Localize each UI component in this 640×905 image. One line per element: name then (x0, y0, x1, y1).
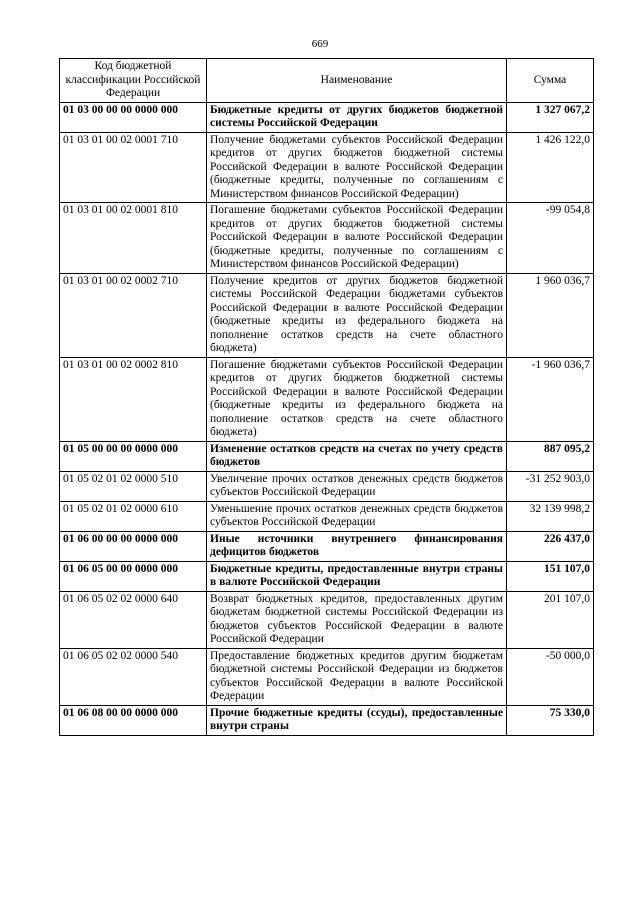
table-row (60, 132, 594, 203)
row-name: Иные источники внутреннего финансирования дефицитов бюджетов (207, 531, 507, 561)
row-name: Изменение остатков средств на счетах по учету средств бюджетов (207, 441, 507, 471)
row-name: Возврат бюджетных кредитов, предоставленных другим бюджетам бюджетной системы Российской Федерации из бюджетов субъектов Российской Федерации в валюте Российской Федерации (207, 591, 507, 648)
row-name: Получение кредитов от других бюджетов бюджетной системы Российской Федерации бюджетами субъектов Российской Федерации в валюте Российской Федерации (бюджетные кредиты из федерального бюджета на пополнение остатков средств на счете областного бюджета) (207, 273, 507, 357)
row-name: Увеличение прочих остатков денежных средств бюджетов субъектов Российской Федерации (207, 471, 507, 501)
table-row (60, 273, 594, 357)
row-name: Предоставление бюджетных кредитов другим бюджетам бюджетной системы Российской Федерации из бюджетов субъектов Российской Федерации в валюте Российской Федерации (207, 648, 507, 705)
row-name: Погашение бюджетами субъектов Российской Федерации кредитов от других бюджетов бюджетной системы Российской Федерации в валюте Российской Федерации (бюджетные кредиты, полученные по соглашениям с Министерством финансов Российской Федерации) (207, 203, 507, 274)
row-name: Погашение бюджетами субъектов Российской Федерации кредитов от других бюджетов бюджетной системы Российской Федерации в валюте Российской Федерации (бюджетные кредиты из федерального бюджета на пополнение остатков средств на счете областного бюджета) (207, 357, 507, 441)
row-code: 01 03 01 00 02 0001 710 (60, 132, 207, 203)
row-name: Прочие бюджетные кредиты (ссуды), предоставленные внутри страны (207, 705, 507, 735)
row-sum: -99 054,8 (507, 203, 594, 274)
row-name: Бюджетные кредиты от других бюджетов бюджетной системы Российской Федерации (207, 102, 507, 132)
table-row (60, 501, 594, 531)
row-name: Уменьшение прочих остатков денежных средств бюджетов субъектов Российской Федерации (207, 501, 507, 531)
row-code: 01 06 05 00 00 0000 000 (60, 561, 207, 591)
row-code: 01 05 02 01 02 0000 510 (60, 471, 207, 501)
row-sum: 226 437,0 (507, 531, 594, 561)
row-code: 01 05 00 00 00 0000 000 (60, 441, 207, 471)
row-sum: 1 426 122,0 (507, 132, 594, 203)
header-sum: Сумма (507, 59, 594, 103)
table-row (60, 561, 594, 591)
budget-sources-table (59, 58, 594, 736)
row-sum: 1 327 067,2 (507, 102, 594, 132)
row-sum: -1 960 036,7 (507, 357, 594, 441)
row-name: Получение бюджетами субъектов Российской Федерации кредитов от других бюджетов бюджетной системы Российской Федерации в валюте Российской Федерации (бюджетные кредиты, полученные по соглашениям с Министерством финансов Российской Федерации) (207, 132, 507, 203)
row-sum: 887 095,2 (507, 441, 594, 471)
header-name: Наименование (207, 59, 507, 103)
row-code: 01 06 00 00 00 0000 000 (60, 531, 207, 561)
row-sum: 32 139 998,2 (507, 501, 594, 531)
row-sum: 75 330,0 (507, 705, 594, 735)
page-number: 669 (311, 38, 329, 50)
row-code: 01 03 01 00 02 0002 810 (60, 357, 207, 441)
table-row (60, 648, 594, 705)
table-row (60, 471, 594, 501)
row-code: 01 03 01 00 02 0001 810 (60, 203, 207, 274)
row-code: 01 03 01 00 02 0002 710 (60, 273, 207, 357)
row-sum: -50 000,0 (507, 648, 594, 705)
row-code: 01 06 05 02 02 0000 640 (60, 591, 207, 648)
row-code: 01 06 05 02 02 0000 540 (60, 648, 207, 705)
table-header-row (60, 59, 594, 103)
table-row (60, 591, 594, 648)
row-code: 01 06 08 00 00 0000 000 (60, 705, 207, 735)
table-row (60, 705, 594, 735)
row-sum: 201 107,0 (507, 591, 594, 648)
row-code: 01 05 02 01 02 0000 610 (60, 501, 207, 531)
header-code: Код бюджетной классификации Российской Федерации (60, 59, 207, 103)
table-row (60, 441, 594, 471)
table-row (60, 203, 594, 274)
table-row (60, 357, 594, 441)
row-code: 01 03 00 00 00 0000 000 (60, 102, 207, 132)
row-sum: 1 960 036,7 (507, 273, 594, 357)
row-sum: 151 107,0 (507, 561, 594, 591)
table-row (60, 531, 594, 561)
row-name: Бюджетные кредиты, предоставленные внутри страны в валюте Российской Федерации (207, 561, 507, 591)
table-row (60, 102, 594, 132)
row-sum: -31 252 903,0 (507, 471, 594, 501)
